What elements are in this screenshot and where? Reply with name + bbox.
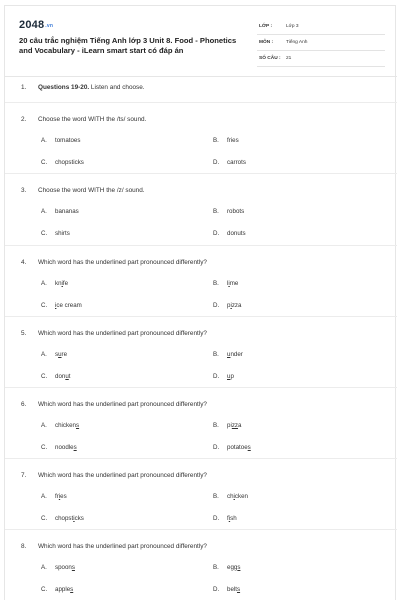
answer-option-d[interactable] (213, 444, 251, 451)
option-text: carrots (227, 159, 246, 166)
option-letter: C. (41, 586, 48, 593)
question-number: 8. (21, 543, 27, 550)
answer-option-c[interactable] (41, 586, 73, 593)
option-letter: C. (41, 230, 48, 237)
option-text: don (55, 373, 66, 380)
option-letter: B. (213, 137, 219, 144)
answer-option-c[interactable] (41, 302, 82, 309)
question-separator (5, 387, 397, 388)
meta-label: LỚP : (259, 24, 273, 29)
underlined-part: s (237, 564, 241, 571)
answer-option-c[interactable] (41, 515, 84, 522)
question-number: 3. (21, 187, 27, 194)
option-text: s (55, 351, 59, 358)
option-text: robots (227, 208, 245, 215)
underlined-part: i (228, 515, 231, 522)
question-text: Which word has the underlined part pronounced differently? (38, 259, 207, 266)
question-prompt (21, 259, 207, 266)
underlined-part: i (233, 493, 235, 500)
answer-option-b[interactable] (213, 493, 248, 500)
option-letter: C. (41, 302, 48, 309)
question-text: Which word has the underlined part pronounced differently? (38, 472, 207, 479)
option-text: chicken (55, 422, 76, 429)
underlined-part: i (228, 280, 230, 287)
option-text: fr (55, 493, 59, 500)
answer-option-d[interactable] (213, 586, 240, 593)
question-text (38, 84, 145, 91)
answer-option-a[interactable] (41, 422, 79, 429)
logo-domain: .vn (45, 23, 54, 29)
option-text: nder (230, 351, 243, 358)
option-text: egg (227, 564, 238, 571)
option-letter: C. (41, 159, 48, 166)
option-letter: B. (213, 564, 219, 571)
option-letter: D. (213, 515, 220, 522)
answer-option-b[interactable] (213, 137, 239, 144)
question-number: 4. (21, 259, 27, 266)
underlined-part: u (58, 351, 62, 358)
worksheet-header (5, 6, 397, 78)
option-letter: A. (41, 208, 47, 215)
worksheet-page (4, 5, 396, 600)
option-text: t (68, 373, 71, 380)
question-text: Choose the word WITH the /z/ sound. (38, 187, 145, 194)
answer-option-b[interactable] (213, 422, 241, 429)
answer-option-a[interactable] (41, 137, 80, 144)
option-letter: D. (213, 230, 220, 237)
meta-row-class (257, 21, 385, 35)
question-separator (5, 458, 397, 459)
underlined-part: i (230, 302, 232, 309)
option-text: zza (231, 302, 242, 309)
option-text: cken (234, 493, 248, 500)
option-letter: C. (41, 373, 48, 380)
option-text: me (229, 280, 239, 287)
underlined-part: i (58, 493, 61, 500)
underlined-part: s (71, 564, 75, 571)
answer-option-c[interactable] (41, 159, 84, 166)
answer-option-d[interactable] (213, 230, 246, 237)
option-letter: A. (41, 564, 47, 571)
meta-label: MÔN : (259, 40, 274, 45)
option-letter: B. (213, 422, 219, 429)
option-text: kn (55, 280, 62, 287)
option-text: p (227, 302, 231, 309)
question-number: 6. (21, 401, 27, 408)
question-separator (5, 102, 397, 103)
option-letter: D. (213, 373, 220, 380)
answer-option-d[interactable] (213, 515, 237, 522)
answer-option-a[interactable] (41, 208, 79, 215)
option-text: f (227, 515, 229, 522)
question-separator (5, 173, 397, 174)
question-prompt (21, 116, 146, 123)
option-text: p (230, 373, 234, 380)
option-text: belt (227, 586, 237, 593)
question-number: 7. (21, 472, 27, 479)
question-prompt (21, 330, 207, 337)
underlined-part: zz (231, 422, 239, 429)
meta-label: SỐ CÂU : (259, 56, 281, 61)
option-text: sh (230, 515, 237, 522)
option-text: spoon (55, 564, 72, 571)
option-letter: B. (213, 351, 219, 358)
question-text: Choose the word WITH the /ts/ sound. (38, 116, 147, 123)
answer-option-d[interactable] (213, 159, 246, 166)
option-text: re (61, 351, 68, 358)
question-number: 5. (21, 330, 27, 337)
option-text: chopsticks (55, 159, 84, 166)
option-letter: D. (213, 302, 220, 309)
option-text: fries (227, 137, 239, 144)
site-logo[interactable] (19, 19, 53, 31)
question-prompt (21, 401, 207, 408)
option-letter: A. (41, 493, 47, 500)
underlined-part: u (65, 373, 69, 380)
question-separator (5, 529, 397, 530)
underlined-part: i (55, 302, 57, 309)
question-instruction: Listen and choose. (89, 84, 145, 91)
meta-value: 21 (286, 56, 292, 61)
underlined-part: s (247, 444, 251, 451)
option-letter: D. (213, 159, 220, 166)
underlined-part: s (75, 422, 80, 429)
document-meta (257, 21, 385, 69)
answer-option-a[interactable] (41, 280, 68, 287)
option-letter: B. (213, 208, 219, 215)
answer-option-c[interactable] (41, 444, 77, 451)
meta-value: Lớp 3 (286, 24, 299, 29)
question-text: Which word has the underlined part pronounced differently? (38, 401, 207, 408)
answer-option-c[interactable] (41, 373, 71, 380)
option-text: chopst (55, 515, 74, 522)
option-text: fe (62, 280, 69, 287)
option-text: apple (55, 586, 71, 593)
document-title: 20 câu trắc nghiệm Tiếng Anh lớp 3 Unit 8. Food - Phonetics and Vocabulary - iLearn smart start có đáp án (19, 36, 237, 55)
option-letter: D. (213, 444, 220, 451)
option-text: ch (227, 493, 234, 500)
answer-option-a[interactable] (41, 493, 67, 500)
answer-option-b[interactable] (213, 280, 238, 287)
option-letter: C. (41, 515, 48, 522)
answer-option-a[interactable] (41, 351, 67, 358)
question-text: Which word has the underlined part pronounced differently? (38, 543, 207, 550)
answer-option-b[interactable] (213, 351, 243, 358)
option-text: noodle (55, 444, 74, 451)
option-letter: A. (41, 351, 47, 358)
question-prompt (21, 472, 207, 479)
option-text: tomatoes (55, 137, 81, 144)
underlined-part: s (70, 586, 74, 593)
logo-number: 2048 (19, 19, 45, 31)
option-text: bananas (55, 208, 79, 215)
meta-row-count (257, 53, 385, 67)
option-text: a (238, 422, 242, 429)
option-text: donuts (227, 230, 246, 237)
question-text: Which word has the underlined part pronounced differently? (38, 330, 207, 337)
option-letter: A. (41, 422, 47, 429)
question-number: 2. (21, 116, 27, 123)
answer-option-d[interactable] (213, 373, 234, 380)
option-text: pi (227, 422, 232, 429)
option-text: potatoe (227, 444, 248, 451)
option-letter: A. (41, 137, 47, 144)
underlined-part: i (61, 280, 63, 287)
answer-option-b[interactable] (213, 208, 244, 215)
underlined-part: u (227, 373, 231, 380)
option-letter: D. (213, 586, 220, 593)
question-number: 1. (21, 84, 27, 91)
underlined-part: u (227, 351, 231, 358)
question-prompt (21, 543, 207, 550)
answer-option-d[interactable] (213, 302, 241, 309)
answer-option-c[interactable] (41, 230, 70, 237)
option-text: ce cream (56, 302, 82, 309)
question-prompt (21, 84, 145, 91)
underlined-part: s (236, 586, 241, 593)
answer-option-a[interactable] (41, 564, 75, 571)
header-divider (5, 76, 397, 77)
option-letter: B. (213, 493, 219, 500)
question-prompt (21, 187, 145, 194)
option-letter: A. (41, 280, 47, 287)
answer-option-b[interactable] (213, 564, 240, 571)
question-separator (5, 245, 397, 246)
underlined-part: s (73, 444, 77, 451)
option-text: l (227, 280, 229, 287)
question-separator (5, 316, 397, 317)
option-text: shirts (55, 230, 70, 237)
meta-row-subject (257, 37, 385, 51)
option-letter: B. (213, 280, 219, 287)
meta-value: Tiếng Anh (286, 40, 308, 45)
question-heading: Questions 19-20. (38, 84, 90, 91)
option-text: cks (74, 515, 84, 522)
option-text: es (60, 493, 67, 500)
underlined-part: i (73, 515, 75, 522)
option-letter: C. (41, 444, 48, 451)
